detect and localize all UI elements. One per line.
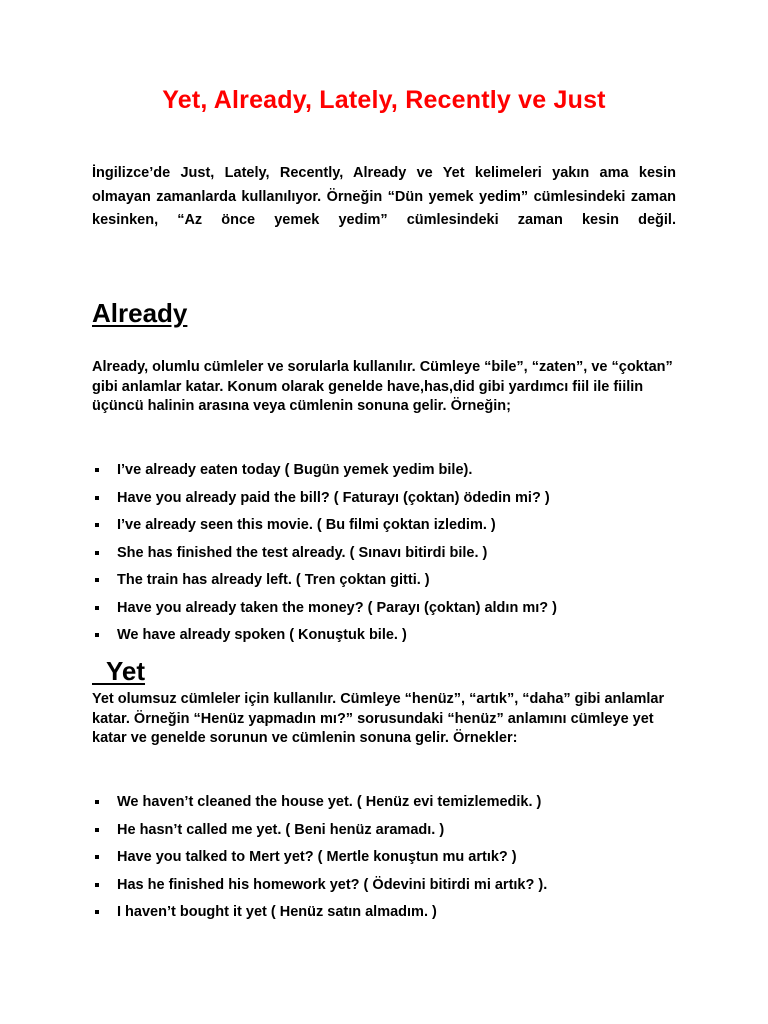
list-item: Have you already paid the bill? ( Faturayı (çoktan) ödedin mi? ) <box>92 488 692 516</box>
list-item: Have you talked to Mert yet? ( Mertle konuştun mu artık? ) <box>92 847 692 875</box>
yet-heading-text: Yet <box>92 656 146 686</box>
list-item: I’ve already seen this movie. ( Bu filmi çoktan izledim. ) <box>92 515 692 543</box>
page-title: Yet, Already, Lately, Recently ve Just <box>162 86 606 114</box>
list-item: Has he finished his homework yet? ( Ödevini bitirdi mi artık? ). <box>92 875 692 903</box>
yet-examples-list <box>92 792 692 930</box>
list-item: He hasn’t called me yet. ( Beni henüz aramadı. ) <box>92 820 692 848</box>
yet-heading <box>92 656 145 687</box>
intro-paragraph: İngilizce’de Just, Lately, Recently, Already ve Yet kelimeleri yakın ama kesin olmayan zamanlarda kullanılıyor. Örneğin “Dün yemek yedim” cümlesindeki zaman kesinken, “Az önce yemek yedim” cümlesindeki zaman kesin değil. <box>92 165 676 228</box>
list-item: The train has already left. ( Tren çoktan gitti. ) <box>92 570 692 598</box>
already-examples-list <box>92 460 692 653</box>
list-item: I haven’t bought it yet ( Henüz satın almadım. ) <box>92 902 692 930</box>
already-description: Already, olumlu cümleler ve sorularla kullanılır. Cümleye “bile”, “zaten”, ve “çoktan” gibi anlamlar katar. Konum olarak genelde have,has,did gibi yardımcı fiil ile fiilin üçüncü halinin arasına veya cümlenin sonuna gelir. Örneğin; <box>92 359 673 414</box>
list-item: She has finished the test already. ( Sınavı bitirdi bile. ) <box>92 543 692 571</box>
list-item: I’ve already eaten today ( Bugün yemek yedim bile). <box>92 460 692 488</box>
already-heading: Already <box>92 298 188 328</box>
list-item: We haven’t cleaned the house yet. ( Henüz evi temizlemedik. ) <box>92 792 692 820</box>
list-item: We have already spoken ( Konuştuk bile. ) <box>92 625 692 653</box>
yet-description: Yet olumsuz cümleler için kullanılır. Cümleye “henüz”, “artık”, “daha” gibi anlamlar katar. Örneğin “Henüz yapmadın mı?” sorusundaki “henüz” anlamını cümleye yet katar ve genelde sorunun ve cümlenin sonuna gelir. Örnekler: <box>92 691 665 746</box>
list-item: Have you already taken the money? ( Parayı (çoktan) aldın mı? ) <box>92 598 692 626</box>
